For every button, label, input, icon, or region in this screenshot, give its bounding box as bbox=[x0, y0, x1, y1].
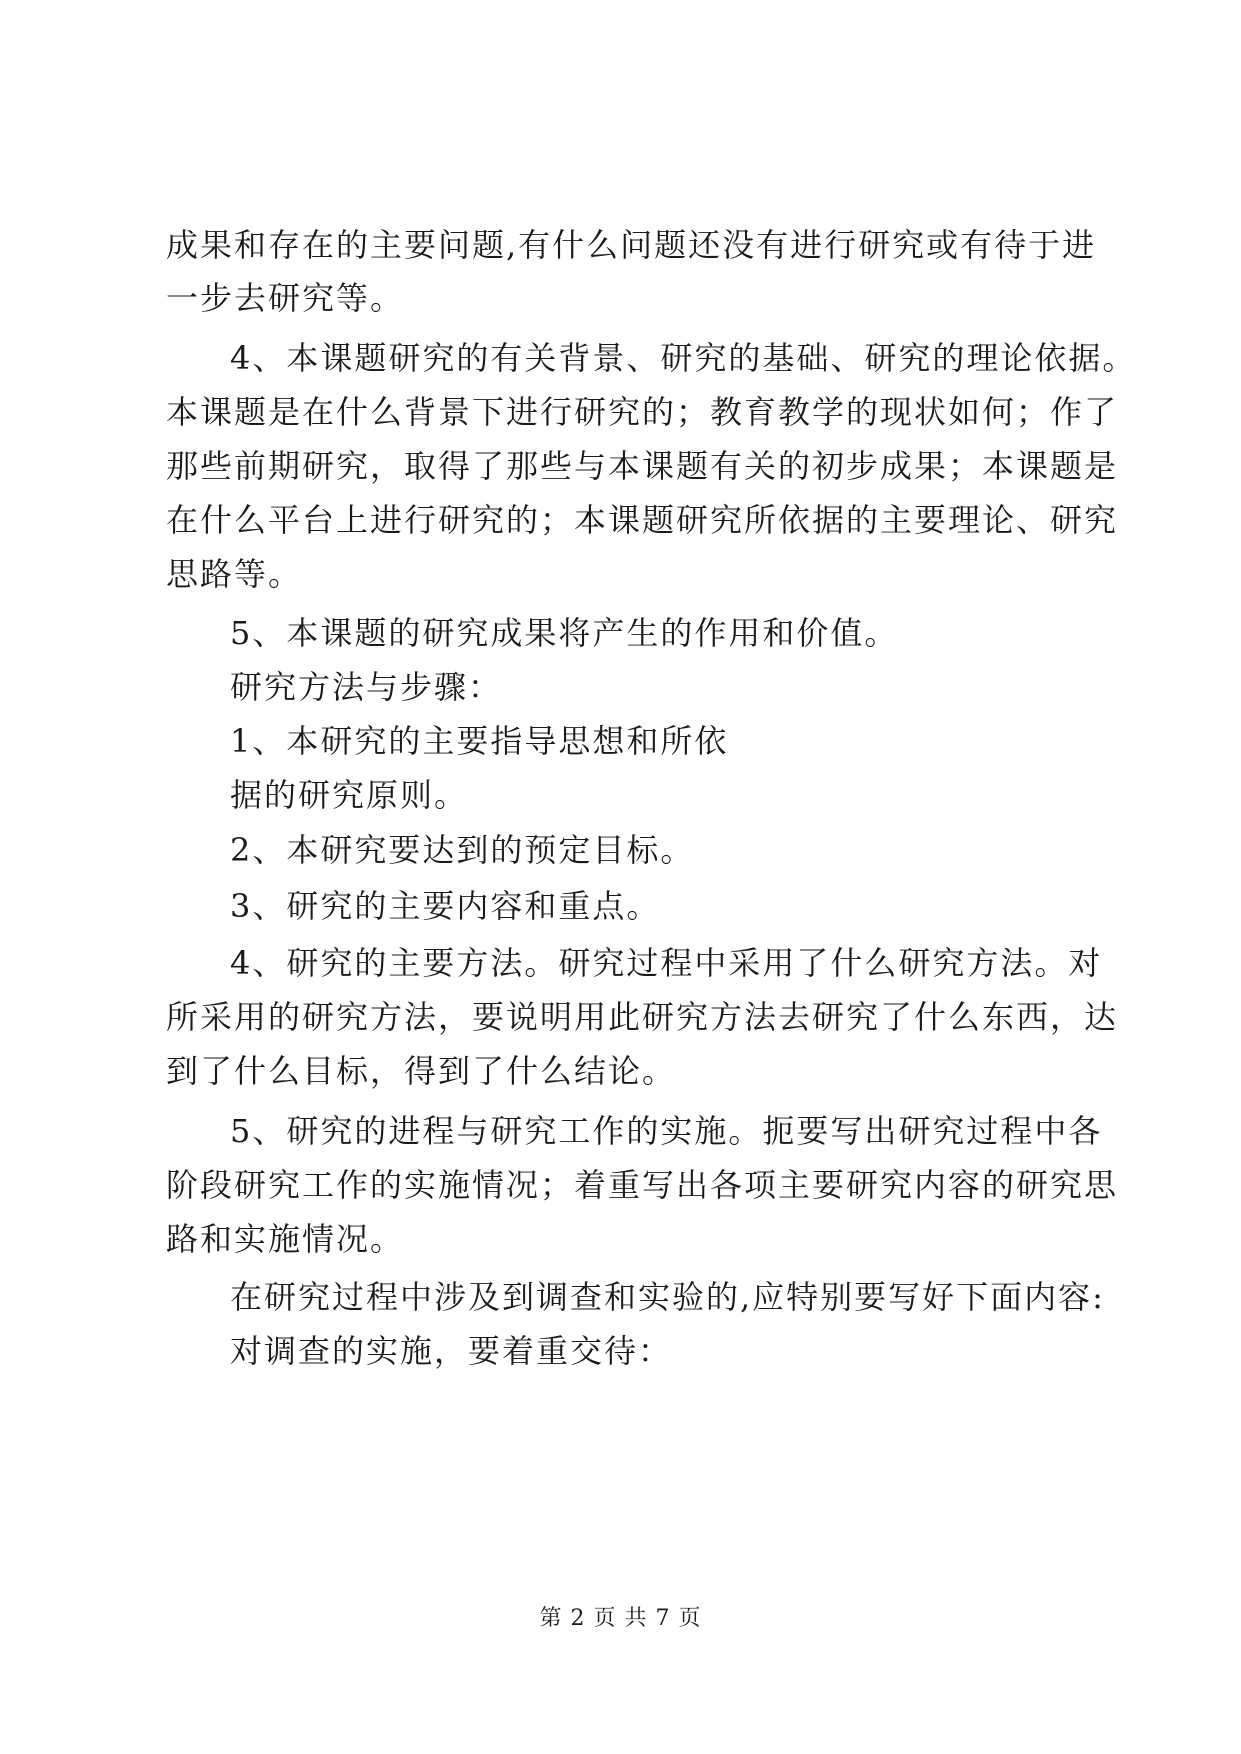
text-line: 一步去研究等。 bbox=[166, 279, 405, 317]
text-line: 4、研究的主要方法。研究过程中采用了什么研究方法。对 bbox=[230, 944, 1103, 982]
text-line: 对调查的实施，要着重交待： bbox=[230, 1332, 673, 1370]
text-line: 到了什么目标，得到了什么结论。 bbox=[166, 1052, 677, 1090]
text-line: 5、本课题的研究成果将产生的作用和价值。 bbox=[230, 614, 899, 652]
text-line: 据的研究原则。 bbox=[230, 776, 469, 814]
text-line: 2、本研究要达到的预定目标。 bbox=[230, 831, 695, 869]
text-line: 4、本课题研究的有关背景、研究的基础、研究的理论依据。 bbox=[230, 339, 1137, 377]
text-line: 成果和存在的主要问题,有什么问题还没有进行研究或有待于进 bbox=[166, 226, 1097, 264]
text-line: 3、研究的主要内容和重点。 bbox=[230, 887, 661, 925]
text-line: 所采用的研究方法，要说明用此研究方法去研究了什么东西，达 bbox=[166, 998, 1119, 1036]
text-line: 本课题是在什么背景下进行研究的；教育教学的现状如何；作了 bbox=[166, 393, 1119, 431]
text-line: 研究方法与步骤： bbox=[230, 668, 503, 706]
text-line: 路和实施情况。 bbox=[166, 1220, 405, 1258]
text-line: 阶段研究工作的实施情况；着重写出各项主要研究内容的研究思 bbox=[166, 1166, 1119, 1204]
text-line: 5、研究的进程与研究工作的实施。扼要写出研究过程中各 bbox=[230, 1112, 1103, 1150]
text-line: 那些前期研究，取得了那些与本课题有关的初步成果；本课题是 bbox=[166, 447, 1119, 485]
text-line: 在什么平台上进行研究的；本课题研究所依据的主要理论、研究 bbox=[166, 501, 1119, 539]
text-line: 在研究过程中涉及到调查和实验的,应特别要写好下面内容: bbox=[230, 1278, 1105, 1316]
text-line: 1、本研究的主要指导思想和所依 bbox=[230, 722, 729, 760]
page-number-footer: 第 2 页 共 7 页 bbox=[539, 1606, 702, 1631]
text-line: 思路等。 bbox=[166, 555, 303, 593]
